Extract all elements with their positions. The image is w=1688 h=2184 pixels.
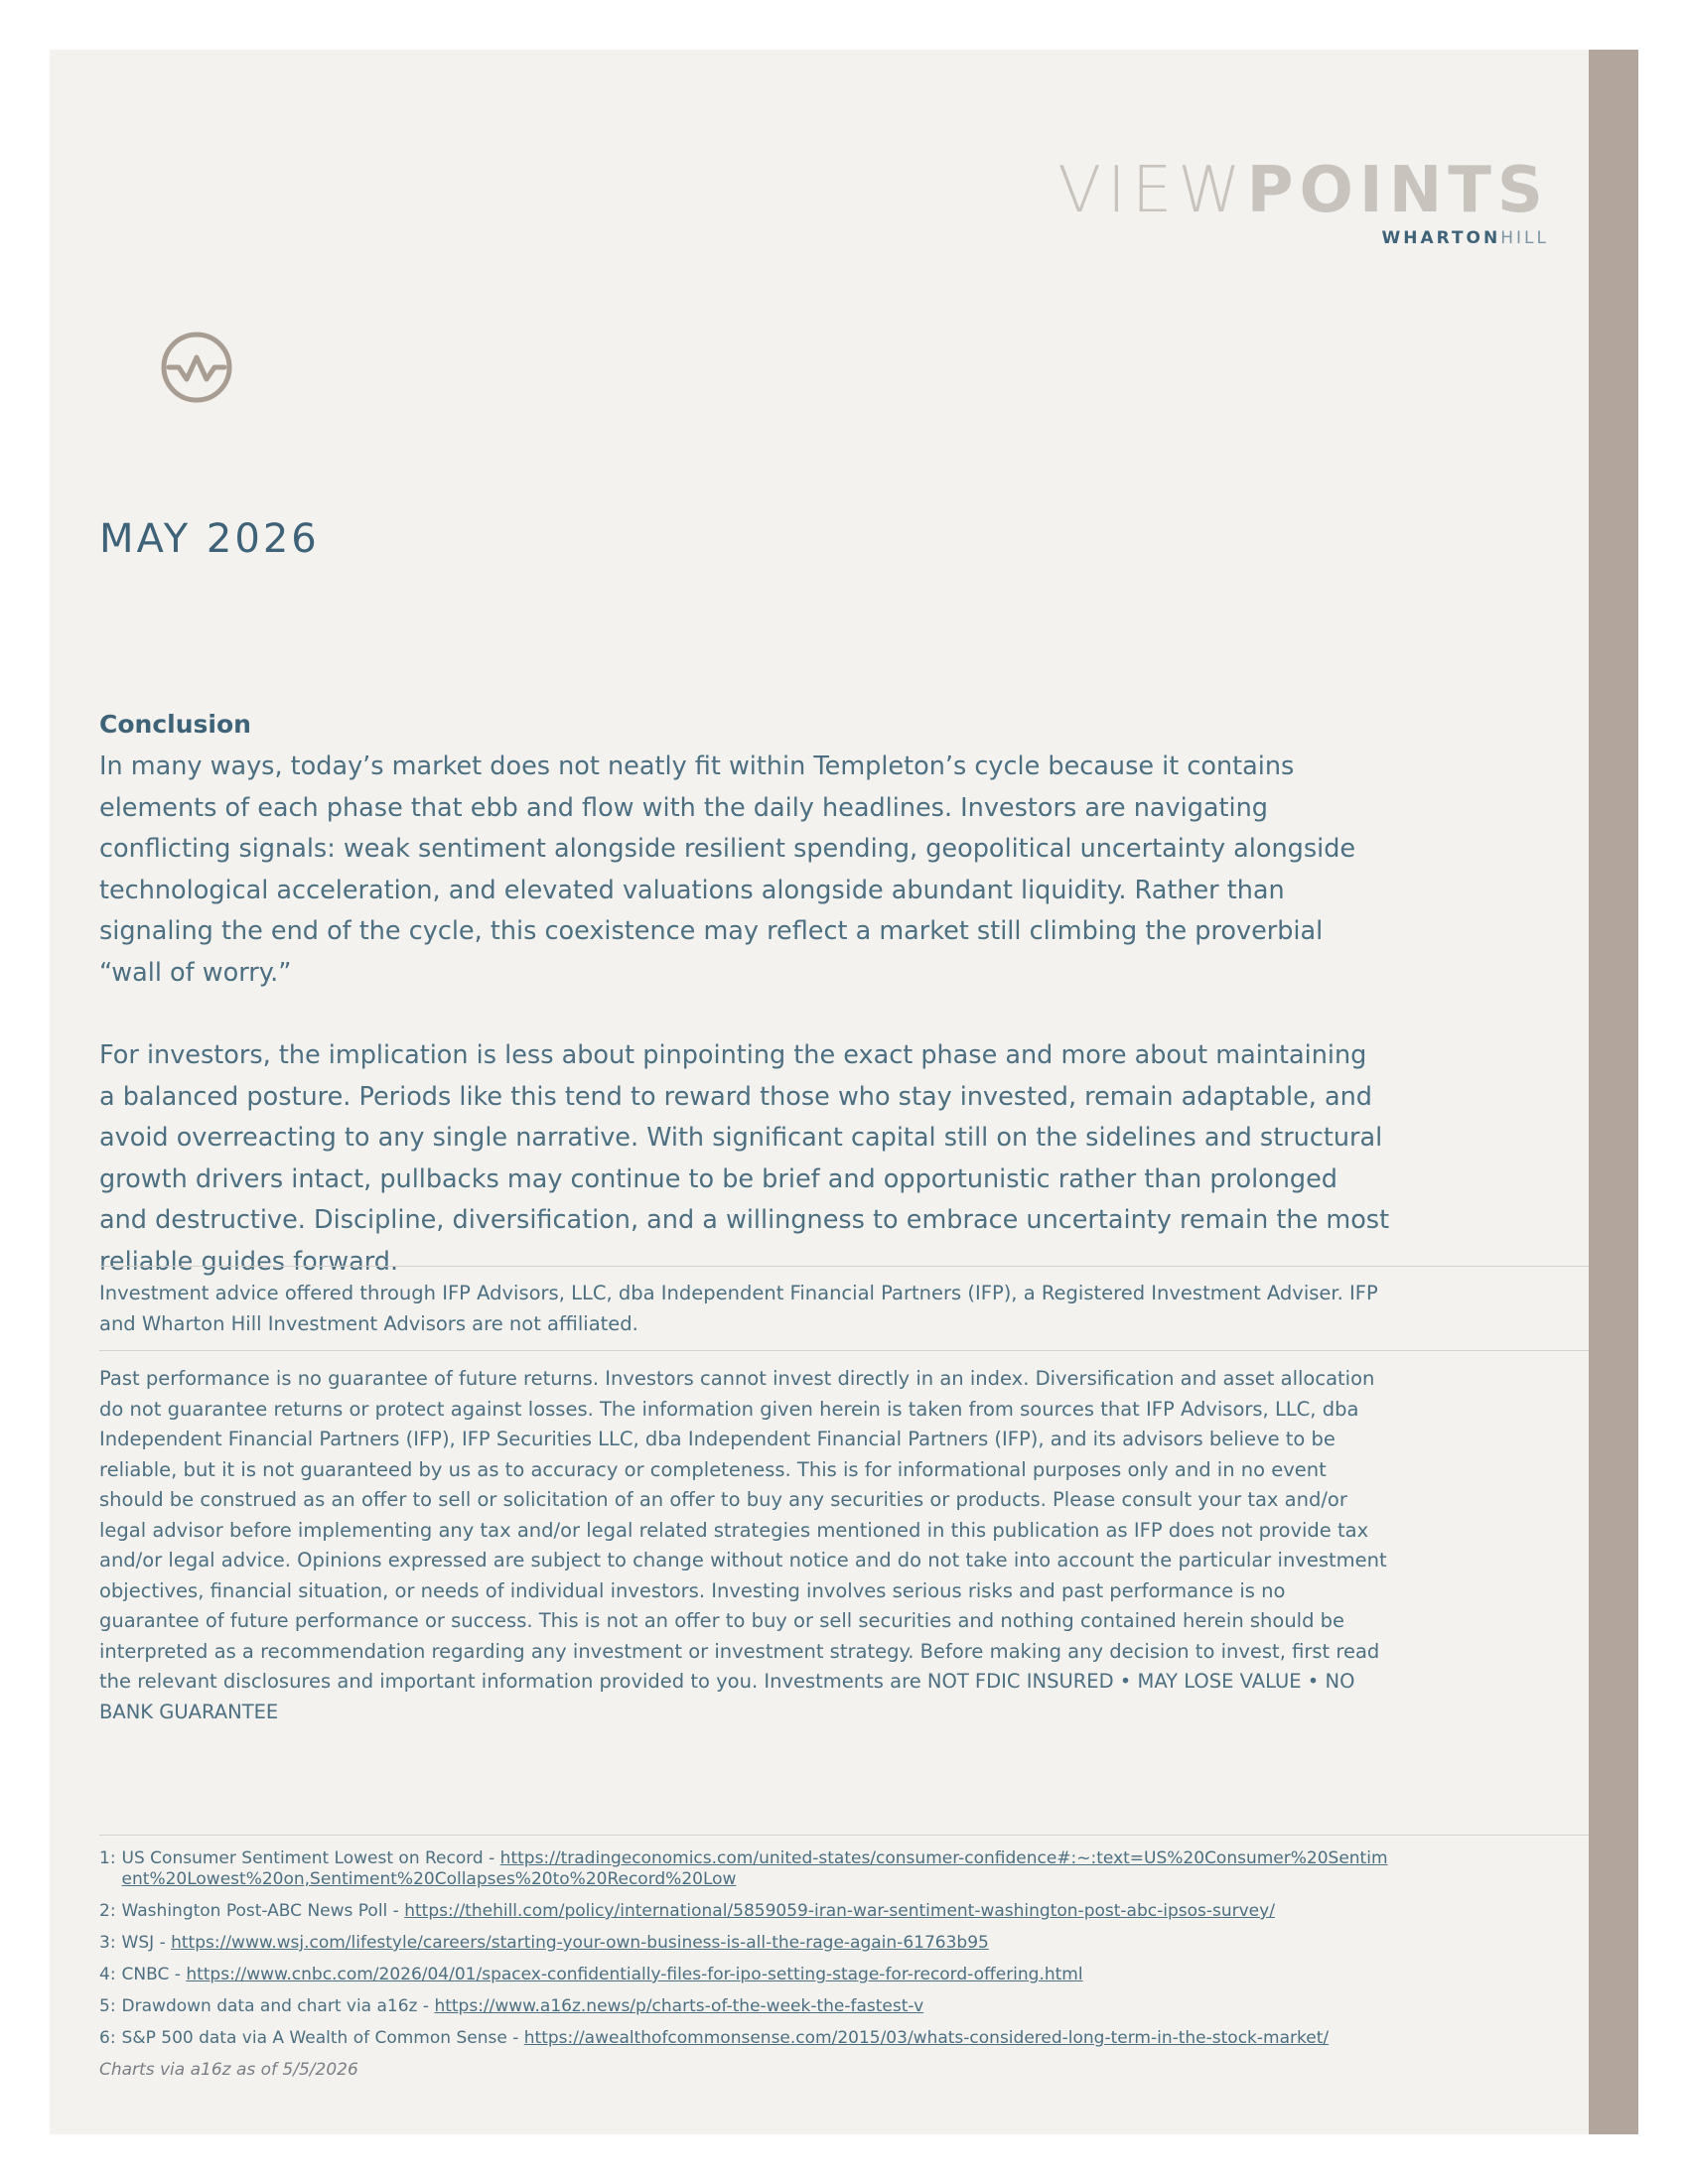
footnote-item xyxy=(99,1965,1390,1985)
divider xyxy=(99,1835,1638,1836)
footnote-label: Washington Post-ABC News Poll - xyxy=(121,1901,399,1921)
footnote-link[interactable]: https://www.cnbc.com/2026/04/01/spacex-confidentially-files-for-ipo-setting-stage-for-record-offering.html xyxy=(186,1965,1083,1984)
page-sheet xyxy=(50,50,1638,2134)
conclusion-paragraph-1: In many ways, today’s market does not neatly fit within Templeton’s cycle because it contains elements of each phase that ebb and flow with the daily headlines. Investors are navigating conflicting signals: weak sentiment alongside resilient spending, geopolitical uncertainty alongside technological acceleration, and elevated valuations alongside abundant liquidity. Rather than signaling the end of the cycle, this coexistence may reflect a market still climbing the proverbial “wall of worry.” xyxy=(99,751,1356,988)
issue-date: MAY 2026 xyxy=(99,516,320,562)
footnote-label: Drawdown data and chart via a16z - xyxy=(121,1996,430,2016)
divider xyxy=(99,1350,1638,1351)
footnote-link[interactable]: https://www.a16z.news/p/charts-of-the-week-the-fastest-v xyxy=(434,1996,924,2016)
wharton-hill-emblem-icon xyxy=(159,330,234,405)
footnote-item xyxy=(99,1933,1390,1954)
logo-word-view: VIEW xyxy=(1057,154,1247,227)
footnote-label: S&P 500 data via A Wealth of Common Sense - xyxy=(121,2028,519,2048)
conclusion-section xyxy=(99,710,1390,1283)
disclaimer-text: Past performance is no guarantee of future returns. Investors cannot invest directly in an index. Diversification and asset allocation do not guarantee returns or protect against losses. The information given herein is taken from sources that IFP Advisors, LLC, dba Independent Financial Partners (IFP), IFP Securities LLC, dba Independent Financial Partners (IFP), and its advisors believe to be reliable, but it is not guaranteed by us as to accuracy or completeness. This is for informational purposes only and in no event should be construed as an offer to sell or solicitation of an offer to buy any securities or products. Please consult your tax and/or legal advisor before implementing any tax and/or legal related strategies mentioned in this publication as IFP does not provide tax and/or legal advice. Opinions expressed are subject to change without notice and do not take into account the particular investment objectives, financial situation, or needs of individual investors. Investing involves serious risks and past performance is no guarantee of future performance or success. This is not an offer to buy or sell securities and nothing contained herein should be interpreted as a recommendation regarding any investment or investment strategy. Before making any decision to invest, first read the relevant disclosures and important information provided to you. Investments are NOT FDIC INSURED • MAY LOSE VALUE • NO BANK GUARANTEE xyxy=(99,1367,1387,1723)
divider xyxy=(99,1266,1638,1267)
charts-source-note: Charts via a16z as of 5/5/2026 xyxy=(99,2060,358,2080)
footnote-number: 3: xyxy=(99,1933,116,1953)
footnotes-list xyxy=(99,1848,1390,2080)
footnote-number: 6: xyxy=(99,2028,116,2048)
footnote-item xyxy=(99,1901,1390,1922)
logo-sub-hill: HILL xyxy=(1500,228,1549,248)
footnote-label: CNBC - xyxy=(121,1965,181,1984)
footnote-item xyxy=(99,1848,1390,1890)
footnote-number: 4: xyxy=(99,1965,116,1984)
side-color-bar xyxy=(1589,50,1638,2134)
footnote-number: 1: xyxy=(99,1848,116,1868)
logo-word-points: POINTS xyxy=(1246,154,1549,227)
logo-sub-wharton: WHARTON xyxy=(1381,228,1501,248)
footnote-number: 5: xyxy=(99,1996,116,2016)
footnote-link[interactable]: https://tradingeconomics.com/united-states/consumer-confidence#:~:text=US%20Consumer%20Sentiment%20Lowest%20on,Sentiment%20Collapses%20to%20Record%20Low xyxy=(121,1848,1388,1889)
conclusion-heading: Conclusion xyxy=(99,710,251,739)
viewpoints-logo xyxy=(1057,154,1549,248)
footnote-label: US Consumer Sentiment Lowest on Record - xyxy=(121,1848,495,1868)
footnote-item xyxy=(99,2028,1390,2049)
footnote-link[interactable]: https://www.wsj.com/lifestyle/careers/starting-your-own-business-is-all-the-rage-again-61763b95 xyxy=(171,1933,989,1953)
footnote-link[interactable]: https://awealthofcommonsense.com/2015/03/whats-considered-long-term-in-the-stock-market/ xyxy=(523,2028,1330,2048)
footnote-item xyxy=(99,1996,1390,2017)
footnote-link[interactable]: https://thehill.com/policy/international/5859059-iran-war-sentiment-washington-post-abc-ipsos-survey/ xyxy=(404,1901,1275,1921)
conclusion-paragraph-2: For investors, the implication is less about pinpointing the exact phase and more about maintaining a balanced posture. Periods like this tend to reward those who stay invested, remain adaptable, and avoid overreacting to any single narrative. With significant capital still on the sidelines and structural growth drivers intact, pullbacks may continue to be brief and opportunistic rather than prolonged and destructive. Discipline, diversification, and a willingness to embrace uncertainty remain the most reliable guides forward. xyxy=(99,1040,1390,1277)
footnote-label: WSJ - xyxy=(121,1933,166,1953)
footnote-number: 2: xyxy=(99,1901,116,1921)
advisory-notice: Investment advice offered through IFP Advisors, LLC, dba Independent Financial Partners (IFP), a Registered Investment Adviser. IFP and Wharton Hill Investment Advisors are not affiliated. xyxy=(99,1282,1378,1335)
